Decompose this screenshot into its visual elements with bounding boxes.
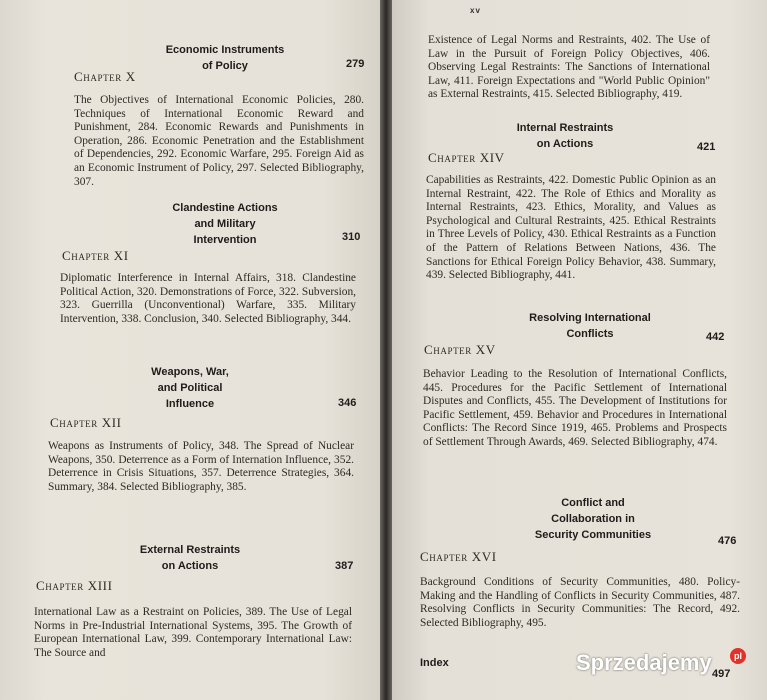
chapter-label: Chapter XIII (36, 578, 113, 593)
section-page-number: 421 (697, 141, 716, 153)
index-page-number: 497 (712, 668, 731, 680)
section-page-number: 442 (706, 331, 725, 343)
section-heading: Resolving International Conflicts (529, 312, 651, 340)
chapter-contents: Behavior Leading to the Resolution of International Conflicts, 445. Procedures for the Pacific Settlement of International Disputes and Conflicts, 455. The Development of Institutions for Pacific Settlement, 459. Behavior and Procedures in International Conflicts: The Record Since 1919, 465. Problems and Prospects of Settlement Through Awards, 469. Selected Bibliography, 474. (423, 368, 727, 448)
section-heading: Clandestine Actions and Military Intervention (172, 202, 278, 246)
chapter-label: Chapter XIV (428, 150, 505, 165)
section-page-number: 476 (718, 535, 737, 547)
section-heading: Weapons, War, and Political Influence (151, 366, 229, 410)
chapter-contents: The Objectives of International Economic Policies, 280. Techniques of International Economic Reward and Punishment, 284. Economic Rewards and Punishments in Operation, 286. Economic Penetration and the Establishment of Dependencies, 292. Economic Warfare, 295. Foreign Aid as an Economic Instrument of Policy, 297. Selected Bibliography, 307. (74, 94, 364, 188)
chapter-contents: International Law as a Restraint on Policies, 389. The Use of Legal Norms in Pre-Industrial International Systems, 395. The Growth of European International Law, 399. Contemporary International Law: The Source and (34, 606, 352, 659)
book-spine (380, 0, 392, 700)
watermark-logo: Sprzedajemy (576, 650, 712, 675)
chapter-contents: Diplomatic Interference in Internal Affairs, 318. Clandestine Political Action, 320. Demonstrations of Force, 322. Subversion, 323. Guerrilla (Unconventional) Warfare, 335. Military Intervention, 338. Conclusion, 340. Selected Bibliography, 344. (60, 272, 356, 325)
chapter-contents: Background Conditions of Security Communities, 480. Policy-Making and the Handling of Conflicts in Security Communities, 487. Resolving Conflicts in Security Communities: The Record, 492. Selected Bibliography, 495. (420, 576, 740, 629)
chapter-label: Chapter XI (62, 248, 129, 263)
section-page-number: 310 (342, 231, 361, 243)
section-page-number: 387 (335, 560, 354, 572)
chapter-label: Chapter XV (424, 342, 496, 357)
index-label: Index (420, 657, 449, 669)
section-heading: Internal Restraints on Actions (516, 122, 614, 150)
section-heading: External Restraints on Actions (139, 544, 241, 572)
chapter-continuation: Existence of Legal Norms and Restraints, 402. The Use of Law in the Pursuit of Foreign Policy Objectives, 406. Observing Legal Restraints: The Sanctions of International Law, 411. Foreign Expectations and "World Public Opinion" as External Restraints, 415. Selected Bibliography, 419. (428, 34, 710, 101)
section-heading: Economic Instruments of Policy (165, 44, 285, 72)
running-head: xv (470, 6, 481, 15)
section-heading: Conflict and Collaboration in Security Communities (534, 497, 652, 541)
section-page-number: 346 (338, 397, 357, 409)
chapter-contents: Capabilities as Restraints, 422. Domestic Public Opinion as an Internal Restraint, 422. The Role of Ethics and Morality as Internal Restraints, 423. Ethics, Morality, and Values as Psychological and Cultural Restraints, 425. Ethical Restraints in Three Levels of Policy, 430. Ethical Restraints as a Function of the Pattern of Relations Between Nations, 436. The Sanctions for Ethical Foreign Policy Behavior, 438. Summary, 439. Selected Bibliography, 441. (426, 174, 716, 282)
section-page-number: 279 (346, 58, 365, 70)
chapter-label: Chapter XII (50, 415, 122, 430)
watermark-badge: pl (730, 648, 746, 664)
chapter-label: Chapter X (74, 69, 136, 84)
chapter-label: Chapter XVI (420, 549, 497, 564)
chapter-contents: Weapons as Instruments of Policy, 348. The Spread of Nuclear Weapons, 350. Deterrence as a Form of Internation Influence, 352. Deterrence in Crisis Situations, 357. Deterrence Strategies, 364. Summary, 384. Selected Bibliography, 385. (48, 440, 354, 493)
